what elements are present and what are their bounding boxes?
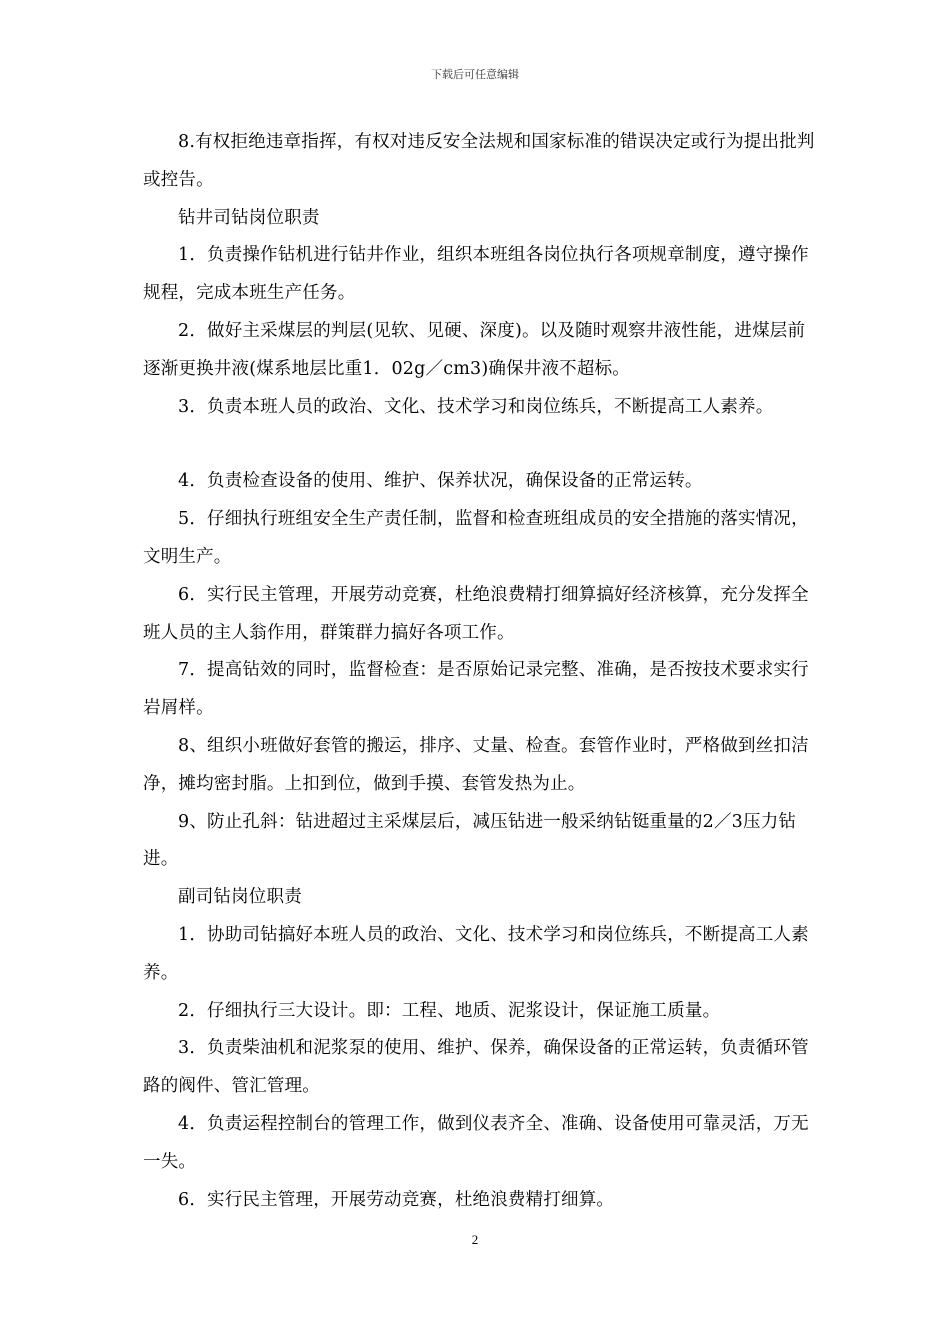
- paragraph-driller-5: 5．仔细执行班组安全生产责任制，监督和检查班组成员的安全措施的落实情况，文明生产。: [143, 509, 809, 567]
- paragraph-assistant-4: 4．负责运程控制台的管理工作，做到仪表齐全、准确、设备使用可靠灵活，万无一失。: [143, 1113, 809, 1172]
- paragraph-driller-8: 8、组织小班做好套管的搬运，排序、丈量、检查。套管作业时，严格做到丝扣洁净，摊均密封脂。上扣到位，做到手摸、套管发热为止。: [143, 735, 809, 794]
- document-body: [143, 124, 815, 1219]
- paragraph-assistant-2: 2．仔细执行三大设计。即：工程、地质、泥浆设计，保证施工质量。: [178, 1000, 721, 1021]
- paragraph-driller-7: 7．提高钻效的同时，监督检查：是否原始记录完整、准确，是否按技术要求实行岩屑样。: [143, 660, 809, 719]
- paragraph-assistant-3: 3．负责柴油机和泥浆泵的使用、维护、保养，确保设备的正常运转，负责循环管路的阀件、管汇管理。: [143, 1038, 809, 1097]
- paragraph-rule-8: 8.有权拒绝违章指挥，有权对违反安全法规和国家标准的错误决定或行为提出批判或控告。: [143, 132, 815, 190]
- paragraph-driller-4: 4．负责检查设备的使用、维护、保养状况，确保设备的正常运转。: [178, 471, 703, 492]
- paragraph-assistant-6: 6．实行民主管理，开展劳动竞赛，杜绝浪费精打细算。: [178, 1189, 615, 1210]
- paragraph-driller-1: 1．负责操作钻机进行钻井作业，组织本班组各岗位执行各项规章制度，遵守操作规程，完成本班生产任务。: [143, 245, 809, 304]
- section-heading-driller: 钻井司钻岗位职责: [178, 207, 320, 228]
- paragraph-driller-3: 3．负责本班人员的政治、文化、技术学习和岗位练兵，不断提高工人素养。: [178, 396, 774, 417]
- paragraph-driller-9: 9、防止孔斜：钻进超过主采煤层后，减压钻进一般采纳钻铤重量的2／3压力钻进。: [143, 811, 797, 870]
- page-number: 2: [471, 1232, 479, 1247]
- section-heading-assistant-driller: 副司钻岗位职责: [178, 887, 302, 908]
- paragraph-driller-2: 2．做好主采煤层的判层(见软、见硬、深度)。以及随时观察井液性能，进煤层前逐渐更换井液(煤系地层比重1．02g／cm3)确保井液不超标。: [143, 320, 806, 379]
- page-header: 下载后可任意编辑: [431, 68, 519, 81]
- paragraph-assistant-1: 1．协助司钻搞好本班人员的政治、文化、技术学习和岗位练兵，不断提高工人素养。: [143, 924, 809, 983]
- paragraph-driller-6: 6．实行民主管理，开展劳动竞赛，杜绝浪费精打细算搞好经济核算，充分发挥全班人员的主人翁作用，群策群力搞好各项工作。: [143, 584, 809, 643]
